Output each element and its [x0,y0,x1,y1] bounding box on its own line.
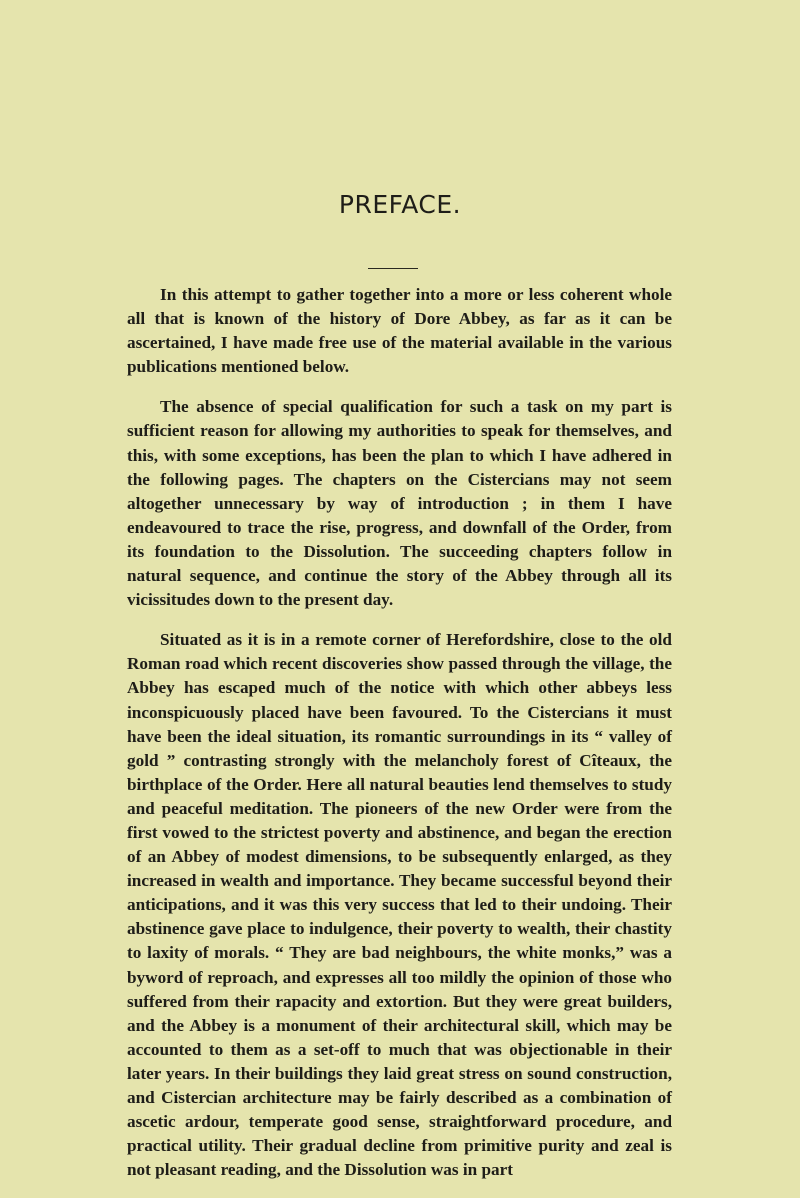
title-divider [368,268,418,269]
page-title: PREFACE. [338,190,462,219]
preface-body [127,283,672,1198]
paragraph-2: The absence of special qualification for such a task on my part is sufficient reason for allowing my authorities to speak for themselves, and this, with some exceptions, has been the plan to which I have adhered in the following pages. The chapters on the Cistercians may not seem altogether unnecessary by way of introduction ; in them I have endeavoured to trace the rise, progress, and downfall of the Order, from its foundation to the Dissolution. The succeeding chapters follow in natural sequence, and continue the story of the Abbey through all its vicissitudes down to the present day. [127,397,672,610]
paragraph-3: Situated as it is in a remote corner of Herefordshire, close to the old Roman road which recent discoveries show passed through the village, the Abbey has escaped much of the notice with which other abbeys less inconspicuously placed have been favoured. To the Cistercians it must have been the ideal situation, its romantic surroundings in its “ valley of gold ” contrasting strongly with the melancholy forest of Cîteaux, the birthplace of the Order. Here all natural beauties lend themselves to study and peaceful meditation. The pioneers of the new Order were from the first vowed to the strictest poverty and abstinence, and began the erection of an Abbey of modest dimensions, to be subsequently enlarged, as they increased in wealth and importance. They became successful beyond their anticipations, and it was this very success that led to their undoing. Their abstinence gave place to indulgence, their poverty to wealth, their chastity to laxity of morals. “ They are bad neighbours, the white monks,” was a byword of reproach, and expresses all too mildly the opinion of those who suffered from their rapacity and extortion. But they were great builders, and the Abbey is a monument of their architectural skill, which may be accounted to them as a set-off to much that was objectionable in their later years. In their buildings they laid great stress on sound construction, and Cistercian architecture may be fairly described as a combination of ascetic ardour, temperate good sense, straightforward procedure, and practical utility. Their gradual decline from primitive purity and zeal is not pleasant reading, and the Dissolution was in part [127,630,672,1180]
paragraph-1: In this attempt to gather together into a more or less coherent whole all that is known of the history of Dore Abbey, as far as it can be ascertained, I have made free use of the material available in the various publications mentioned below. [127,285,672,377]
